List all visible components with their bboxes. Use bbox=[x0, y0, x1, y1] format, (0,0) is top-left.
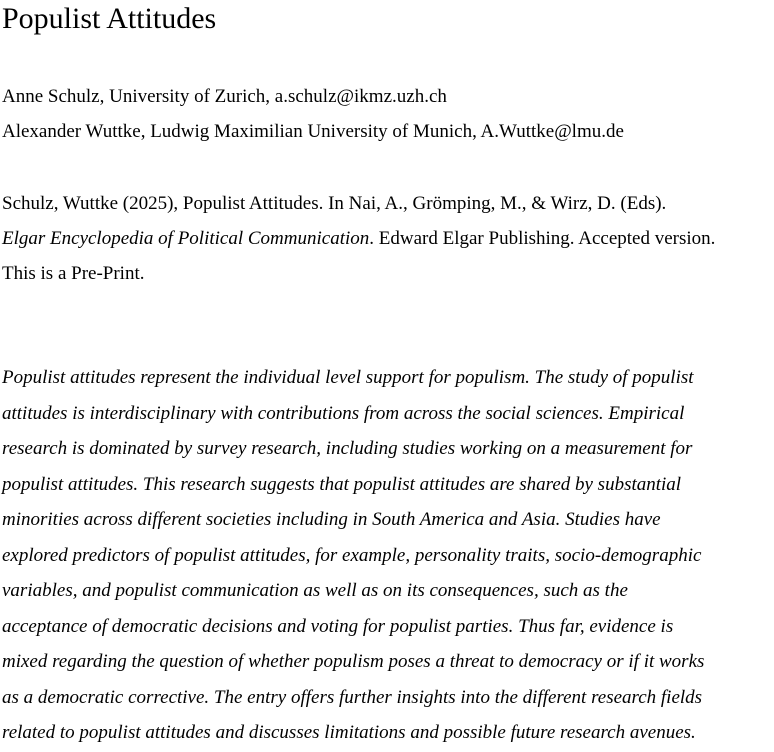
abstract-line: acceptance of democratic decisions and voting for populist parties. Thus far, evidence is bbox=[2, 615, 674, 637]
author-line: Anne Schulz, University of Zurich, a.schulz@ikmz.uzh.ch bbox=[2, 86, 447, 107]
abstract-line: populist attitudes. This research suggests that populist attitudes are shared by substantial bbox=[2, 473, 682, 495]
abstract-line: variables, and populist communication as well as on its consequences, such as the bbox=[2, 580, 628, 601]
citation-line: This is a Pre-Print. bbox=[2, 263, 145, 284]
abstract-line: minorities across different societies including in South America and Asia. Studies have bbox=[2, 509, 661, 530]
page-title: Populist Attitudes bbox=[2, 2, 217, 35]
citation-line: Schulz, Wuttke (2025), Populist Attitudes. In Nai, A., Grömping, M., & Wirz, D. (Eds). bbox=[2, 193, 667, 214]
citation-line bbox=[2, 221, 772, 256]
abstract-block bbox=[2, 360, 772, 751]
author-block bbox=[2, 79, 772, 149]
abstract-line: Populist attitudes represent the individual level support for populism. The study of populist bbox=[2, 367, 694, 388]
abstract-line: related to populist attitudes and discusses limitations and possible future research avenues. bbox=[2, 722, 696, 743]
citation-line-rest: . Edward Elgar Publishing. Accepted version. bbox=[369, 228, 716, 249]
abstract-line: mixed regarding the question of whether populism poses a threat to democracy or if it works bbox=[2, 651, 705, 672]
citation-block bbox=[2, 186, 772, 291]
abstract-line: attitudes is interdisciplinary with contributions from across the social sciences. Empirical bbox=[2, 402, 685, 424]
abstract-line: research is dominated by survey research, including studies working on a measurement for bbox=[2, 438, 693, 459]
abstract-line: as a democratic corrective. The entry offers further insights into the different research fields bbox=[2, 686, 703, 708]
abstract-line: explored predictors of populist attitudes, for example, personality traits, socio-demographic bbox=[2, 544, 702, 566]
author-line: Alexander Wuttke, Ludwig Maximilian University of Munich, A.Wuttke@lmu.de bbox=[2, 121, 624, 142]
citation-book-title: Elgar Encyclopedia of Political Communication bbox=[2, 228, 370, 249]
